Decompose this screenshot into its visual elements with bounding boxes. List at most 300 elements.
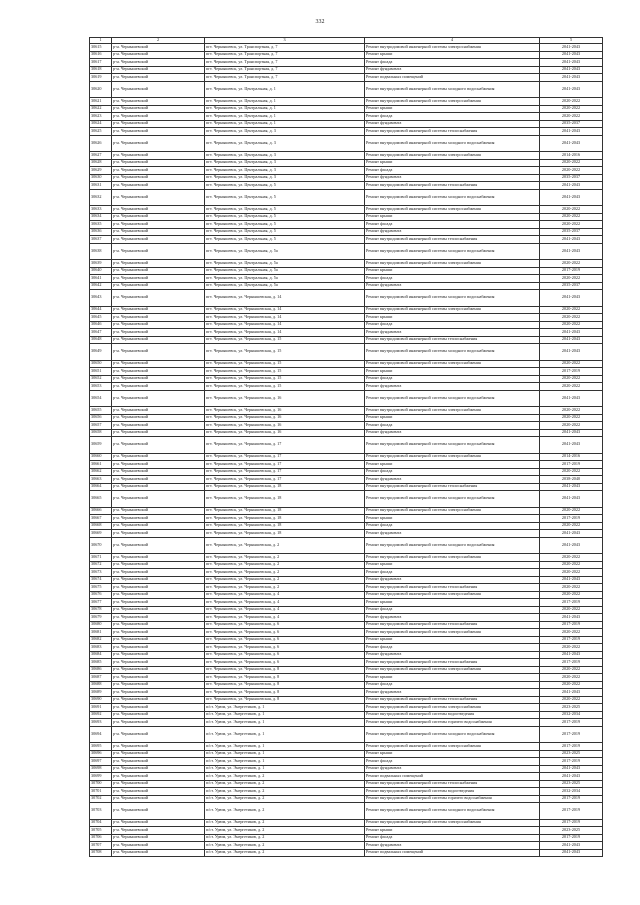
district-cell: р-н. Чернышевский [112, 461, 205, 469]
district-cell: р-н. Чернышевский [112, 819, 205, 827]
table-row [90, 576, 603, 584]
district-cell: р-н. Чернышевский [112, 360, 205, 368]
period-cell: 2017-2019 [540, 726, 603, 743]
address-cell: пгт. Чернышевск, ул. Чернышевская, д. 15 [205, 344, 365, 361]
address-cell: пгт. Чернышевск, ул. Центральная, д. 5 [205, 213, 365, 221]
table-row [90, 174, 603, 182]
row-number-cell: 30665 [90, 491, 112, 508]
period-cell: 2035-2037 [540, 120, 603, 128]
table-row [90, 666, 603, 674]
work-type-cell: Ремонт фасада [365, 834, 540, 842]
work-type-cell: Ремонт фасада [365, 321, 540, 329]
table-row [90, 414, 603, 422]
period-cell: 2020-2022 [540, 674, 603, 682]
table-row [90, 159, 603, 167]
district-cell: р-н. Чернышевский [112, 135, 205, 152]
address-cell: пгт. Чернышевск, ул. Центральная, д. 3 [205, 128, 365, 136]
period-cell: 2020-2022 [540, 105, 603, 113]
work-type-cell: Ремонт фасада [365, 167, 540, 175]
address-cell: пгт. Чернышевск, ул. Центральная, д. 5 [205, 221, 365, 229]
row-number-cell: 30638 [90, 243, 112, 260]
row-number-cell: 30703 [90, 803, 112, 820]
district-cell: р-н. Чернышевский [112, 507, 205, 515]
row-number-cell: 30666 [90, 507, 112, 515]
row-number-cell: 30663 [90, 476, 112, 484]
address-cell: пгт. Чернышевск, ул. Чернышевская, д. 6 [205, 644, 365, 652]
address-cell: п/ст. Урюм, ул. Энергетиков, д. 1 [205, 750, 365, 758]
work-type-cell: Ремонт крыши [365, 51, 540, 59]
row-number-cell: 30618 [90, 66, 112, 74]
row-number-cell: 30649 [90, 344, 112, 361]
table-row [90, 66, 603, 74]
row-number-cell: 30644 [90, 306, 112, 314]
table-row [90, 228, 603, 236]
period-cell: 2020-2022 [540, 221, 603, 229]
table-row [90, 243, 603, 260]
district-cell: р-н. Чернышевский [112, 849, 205, 857]
period-cell: 2041-2043 [540, 81, 603, 98]
address-cell: пгт. Чернышевск, ул. Чернышевская, д. 8 [205, 681, 365, 689]
district-cell: р-н. Чернышевский [112, 750, 205, 758]
table-row [90, 554, 603, 562]
period-cell: 2020-2022 [540, 167, 603, 175]
work-type-cell: Ремонт фундамента [365, 689, 540, 697]
address-cell: пгт. Чернышевск, ул. Чернышевская, д. 6 [205, 651, 365, 659]
address-cell: п/ст. Урюм, ул. Энергетиков, д. 2 [205, 842, 365, 850]
district-cell: р-н. Чернышевский [112, 659, 205, 667]
row-number-cell: 30626 [90, 135, 112, 152]
row-number-cell: 30660 [90, 453, 112, 461]
period-cell: 2017-2019 [540, 621, 603, 629]
work-type-cell: Ремонт внутридомовой инженерной системы электроснабжения [365, 743, 540, 751]
district-cell: р-н. Чернышевский [112, 98, 205, 106]
address-cell: пгт. Чернышевск, ул. Центральная, д. 1 [205, 98, 365, 106]
row-number-cell: 30658 [90, 429, 112, 437]
row-number-cell: 30707 [90, 842, 112, 850]
work-type-cell: Ремонт внутридомовой инженерной системы электроснабжения [365, 44, 540, 52]
address-cell: п/ст. Урюм, ул. Энергетиков, д. 1 [205, 711, 365, 719]
period-cell: 2041-2043 [540, 429, 603, 437]
work-type-cell: Ремонт внутридомовой инженерной системы холодного водоснабжения [365, 726, 540, 743]
table-row [90, 491, 603, 508]
table-row [90, 780, 603, 788]
period-cell: 2017-2019 [540, 368, 603, 376]
row-number-cell: 30678 [90, 606, 112, 614]
work-type-cell: Ремонт внутридомовой инженерной системы холодного водоснабжения [365, 390, 540, 407]
address-cell: пгт. Чернышевск, ул. Чернышевская, д. 6 [205, 629, 365, 637]
address-cell: пгт. Чернышевск, ул. Центральная, д. 5а [205, 260, 365, 268]
row-number-cell: 30630 [90, 174, 112, 182]
address-cell: пгт. Чернышевск, ул. Чернышевская, д. 4 [205, 614, 365, 622]
period-cell: 2020-2022 [540, 522, 603, 530]
table-row [90, 453, 603, 461]
work-type-cell: Ремонт крыши [365, 827, 540, 835]
table-row [90, 306, 603, 314]
row-number-cell: 30641 [90, 275, 112, 283]
work-type-cell: Ремонт фундамента [365, 530, 540, 538]
row-number-cell: 30670 [90, 537, 112, 554]
period-cell: 2041-2043 [540, 530, 603, 538]
address-cell: пгт. Чернышевск, ул. Чернышевская, д. 2 [205, 537, 365, 554]
table-row [90, 803, 603, 820]
row-number-cell: 30615 [90, 44, 112, 52]
address-cell: пгт. Чернышевск, ул. Центральная, д. 5 [205, 182, 365, 190]
period-cell: 2041-2043 [540, 842, 603, 850]
district-cell: р-н. Чернышевский [112, 221, 205, 229]
address-cell: пгт. Чернышевск, ул. Центральная, д. 5 [205, 206, 365, 214]
row-number-cell: 30702 [90, 795, 112, 803]
district-cell: р-н. Чернышевский [112, 476, 205, 484]
period-cell: 2020-2022 [540, 275, 603, 283]
row-number-cell: 30651 [90, 368, 112, 376]
work-type-cell: Ремонт внутридомовой инженерной системы электроснабжения [365, 407, 540, 415]
row-number-cell: 30653 [90, 383, 112, 391]
address-cell: пгт. Чернышевск, ул. Чернышевская, д. 18 [205, 522, 365, 530]
address-cell: п/ст. Урюм, ул. Энергетиков, д. 1 [205, 743, 365, 751]
row-number-cell: 30633 [90, 206, 112, 214]
district-cell: р-н. Чернышевский [112, 453, 205, 461]
address-cell: п/ст. Урюм, ул. Энергетиков, д. 2 [205, 849, 365, 857]
address-cell: пгт. Чернышевск, ул. Чернышевская, д. 16 [205, 390, 365, 407]
work-type-cell: Ремонт крыши [365, 561, 540, 569]
work-type-cell: Ремонт фасада [365, 275, 540, 283]
table-row [90, 74, 603, 82]
period-cell: 2041-2043 [540, 290, 603, 307]
district-cell: р-н. Чернышевский [112, 681, 205, 689]
address-cell: пгт. Чернышевск, ул. Чернышевская, д. 4 [205, 591, 365, 599]
table-row [90, 689, 603, 697]
district-cell: р-н. Чернышевский [112, 537, 205, 554]
period-cell: 2035-2037 [540, 228, 603, 236]
work-type-cell: Ремонт фундамента [365, 429, 540, 437]
table-row [90, 360, 603, 368]
work-type-cell: Ремонт внутридомовой инженерной системы холодного водоснабжения [365, 81, 540, 98]
address-cell: пгт. Чернышевск, ул. Чернышевская, д. 6 [205, 659, 365, 667]
table-row [90, 290, 603, 307]
district-cell: р-н. Чернышевский [112, 213, 205, 221]
work-type-cell: Ремонт внутридомовой инженерной системы теплоснабжения [365, 182, 540, 190]
table-row [90, 383, 603, 391]
row-number-cell: 30693 [90, 719, 112, 727]
work-type-cell: Ремонт крыши [365, 515, 540, 523]
work-type-cell: Ремонт внутридомовой инженерной системы холодного водоснабжения [365, 537, 540, 554]
row-number-cell: 30639 [90, 260, 112, 268]
district-cell: р-н. Чернышевский [112, 522, 205, 530]
row-number-cell: 30675 [90, 584, 112, 592]
district-cell: р-н. Чернышевский [112, 368, 205, 376]
row-number-cell: 30624 [90, 120, 112, 128]
table-row [90, 221, 603, 229]
table-row [90, 213, 603, 221]
address-cell: пгт. Чернышевск, ул. Чернышевская, д. 15 [205, 375, 365, 383]
repair-schedule-table [89, 37, 603, 857]
row-number-cell: 30700 [90, 780, 112, 788]
period-cell: 2020-2022 [540, 696, 603, 704]
table-row [90, 750, 603, 758]
work-type-cell: Ремонт крыши [365, 414, 540, 422]
work-type-cell: Ремонт фундамента [365, 282, 540, 290]
row-number-cell: 30661 [90, 461, 112, 469]
table-row [90, 765, 603, 773]
row-number-cell: 30646 [90, 321, 112, 329]
table-row [90, 51, 603, 59]
work-type-cell: Ремонт подвальных помещений [365, 773, 540, 781]
period-cell: 2041-2043 [540, 491, 603, 508]
row-number-cell: 30672 [90, 561, 112, 569]
table-row [90, 275, 603, 283]
work-type-cell: Ремонт фундамента [365, 765, 540, 773]
district-cell: р-н. Чернышевский [112, 765, 205, 773]
address-cell: п/ст. Урюм, ул. Энергетиков, д. 1 [205, 726, 365, 743]
table-row [90, 621, 603, 629]
address-cell: пгт. Чернышевск, ул. Чернышевская, д. 18 [205, 515, 365, 523]
district-cell: р-н. Чернышевский [112, 483, 205, 491]
district-cell: р-н. Чернышевский [112, 275, 205, 283]
table-row [90, 569, 603, 577]
period-cell: 2041-2043 [540, 59, 603, 67]
address-cell: пгт. Чернышевск, ул. Чернышевская, д. 6 [205, 636, 365, 644]
row-number-cell: 30664 [90, 483, 112, 491]
table-row [90, 81, 603, 98]
work-type-cell: Ремонт фасада [365, 569, 540, 577]
row-number-cell: 30667 [90, 515, 112, 523]
district-cell: р-н. Чернышевский [112, 711, 205, 719]
work-type-cell: Ремонт внутридомовой инженерной системы теплоснабжения [365, 483, 540, 491]
row-number-cell: 30659 [90, 437, 112, 454]
row-number-cell: 30643 [90, 290, 112, 307]
table-row [90, 461, 603, 469]
period-cell: 2041-2043 [540, 74, 603, 82]
district-cell: р-н. Чернышевский [112, 344, 205, 361]
work-type-cell: Ремонт подвальных помещений [365, 74, 540, 82]
period-cell: 2041-2043 [540, 51, 603, 59]
address-cell: пгт. Чернышевск, ул. Чернышевская, д. 18 [205, 483, 365, 491]
address-cell: п/ст. Урюм, ул. Энергетиков, д. 2 [205, 795, 365, 803]
district-cell: р-н. Чернышевский [112, 614, 205, 622]
address-cell: пгт. Чернышевск, ул. Транспортная, д. 7 [205, 74, 365, 82]
district-cell: р-н. Чернышевский [112, 554, 205, 562]
period-cell: 2041-2043 [540, 128, 603, 136]
work-type-cell: Ремонт крыши [365, 213, 540, 221]
district-cell: р-н. Чернышевский [112, 599, 205, 607]
period-cell: 2041-2043 [540, 483, 603, 491]
district-cell: р-н. Чернышевский [112, 689, 205, 697]
row-number-cell: 30656 [90, 414, 112, 422]
table-row [90, 344, 603, 361]
table-row [90, 834, 603, 842]
address-cell: пгт. Чернышевск, ул. Чернышевская, д. 16 [205, 422, 365, 430]
period-cell: 2020-2022 [540, 159, 603, 167]
work-type-cell: Ремонт внутридомовой инженерной системы электроснабжения [365, 507, 540, 515]
district-cell: р-н. Чернышевский [112, 726, 205, 743]
district-cell: р-н. Чернышевский [112, 267, 205, 275]
period-cell: 2017-2019 [540, 803, 603, 820]
row-number-cell: 30629 [90, 167, 112, 175]
district-cell: р-н. Чернышевский [112, 236, 205, 244]
table-row [90, 561, 603, 569]
period-cell: 2020-2022 [540, 666, 603, 674]
table-row [90, 98, 603, 106]
address-cell: пгт. Чернышевск, ул. Центральная, д. 1 [205, 105, 365, 113]
table-row [90, 152, 603, 160]
row-number-cell: 30695 [90, 743, 112, 751]
district-cell: р-н. Чернышевский [112, 569, 205, 577]
table-row [90, 614, 603, 622]
work-type-cell: Ремонт фасада [365, 468, 540, 476]
table-row [90, 44, 603, 52]
period-cell: 2017-2019 [540, 515, 603, 523]
work-type-cell: Ремонт внутридомовой инженерной системы электроснабжения [365, 819, 540, 827]
period-cell: 2020-2022 [540, 383, 603, 391]
row-number-cell: 30697 [90, 758, 112, 766]
header-cell: 2 [112, 38, 205, 44]
table-row [90, 758, 603, 766]
district-cell: р-н. Чернышевский [112, 422, 205, 430]
address-cell: пгт. Чернышевск, ул. Чернышевская, д. 18 [205, 491, 365, 508]
address-cell: пгт. Чернышевск, ул. Чернышевская, д. 18 [205, 530, 365, 538]
table-row [90, 105, 603, 113]
period-cell: 2041-2043 [540, 689, 603, 697]
row-number-cell: 30694 [90, 726, 112, 743]
district-cell: р-н. Чернышевский [112, 591, 205, 599]
work-type-cell: Ремонт внутридомовой инженерной системы теплоснабжения [365, 780, 540, 788]
district-cell: р-н. Чернышевский [112, 290, 205, 307]
table-row [90, 120, 603, 128]
district-cell: р-н. Чернышевский [112, 530, 205, 538]
period-cell: 2041-2043 [540, 576, 603, 584]
table-row [90, 260, 603, 268]
work-type-cell: Ремонт внутридомовой инженерной системы холодного водоснабжения [365, 491, 540, 508]
row-number-cell: 30642 [90, 282, 112, 290]
period-cell: 2020-2022 [540, 98, 603, 106]
district-cell: р-н. Чернышевский [112, 788, 205, 796]
address-cell: пгт. Чернышевск, ул. Чернышевская, д. 14 [205, 321, 365, 329]
address-cell: пгт. Чернышевск, ул. Центральная, д. 5 [205, 189, 365, 206]
district-cell: р-н. Чернышевский [112, 644, 205, 652]
work-type-cell: Ремонт подвальных помещений [365, 849, 540, 857]
period-cell: 2020-2022 [540, 554, 603, 562]
work-type-cell: Ремонт внутридомовой инженерной системы электроснабжения [365, 591, 540, 599]
address-cell: пгт. Чернышевск, ул. Чернышевская, д. 4 [205, 606, 365, 614]
table-row [90, 704, 603, 712]
table-row [90, 537, 603, 554]
address-cell: пгт. Чернышевск, ул. Центральная, д. 5 [205, 236, 365, 244]
row-number-cell: 30676 [90, 591, 112, 599]
work-type-cell: Ремонт внутридомовой инженерной системы холодного водоснабжения [365, 344, 540, 361]
table-row [90, 182, 603, 190]
work-type-cell: Ремонт фасада [365, 758, 540, 766]
row-number-cell: 30682 [90, 636, 112, 644]
district-cell: р-н. Чернышевский [112, 206, 205, 214]
row-number-cell: 30701 [90, 788, 112, 796]
work-type-cell: Ремонт внутридомовой инженерной системы холодного водоснабжения [365, 437, 540, 454]
work-type-cell: Ремонт внутридомовой инженерной системы электроснабжения [365, 152, 540, 160]
work-type-cell: Ремонт внутридомовой инженерной системы электроснабжения [365, 629, 540, 637]
district-cell: р-н. Чернышевский [112, 795, 205, 803]
district-cell: р-н. Чернышевский [112, 189, 205, 206]
district-cell: р-н. Чернышевский [112, 306, 205, 314]
table-row [90, 236, 603, 244]
period-cell: 2017-2019 [540, 719, 603, 727]
work-type-cell: Ремонт внутридомовой инженерной системы электроснабжения [365, 306, 540, 314]
table-row [90, 437, 603, 454]
district-cell: р-н. Чернышевский [112, 74, 205, 82]
work-type-cell: Ремонт внутридомовой инженерной системы теплоснабжения [365, 621, 540, 629]
period-cell: 2017-2019 [540, 834, 603, 842]
period-cell: 2041-2043 [540, 329, 603, 337]
district-cell: р-н. Чернышевский [112, 260, 205, 268]
table-row [90, 483, 603, 491]
row-number-cell: 30640 [90, 267, 112, 275]
row-number-cell: 30705 [90, 827, 112, 835]
table-row [90, 422, 603, 430]
work-type-cell: Ремонт внутридомовой инженерной системы водоотведения [365, 788, 540, 796]
address-cell: п/ст. Урюм, ул. Энергетиков, д. 1 [205, 765, 365, 773]
period-cell: 2020-2022 [540, 629, 603, 637]
district-cell: р-н. Чернышевский [112, 743, 205, 751]
period-cell: 2020-2022 [540, 507, 603, 515]
period-cell: 2041-2043 [540, 537, 603, 554]
table-row [90, 681, 603, 689]
period-cell: 2020-2022 [540, 360, 603, 368]
row-number-cell: 30689 [90, 689, 112, 697]
district-cell: р-н. Чернышевский [112, 59, 205, 67]
period-cell: 2035-2037 [540, 174, 603, 182]
period-cell: 2023-2025 [540, 750, 603, 758]
period-cell: 2020-2022 [540, 606, 603, 614]
period-cell: 2041-2043 [540, 243, 603, 260]
table-row [90, 407, 603, 415]
row-number-cell: 30668 [90, 522, 112, 530]
period-cell: 2032-2034 [540, 711, 603, 719]
period-cell: 2038-2040 [540, 476, 603, 484]
work-type-cell: Ремонт крыши [365, 461, 540, 469]
row-number-cell: 30634 [90, 213, 112, 221]
address-cell: пгт. Чернышевск, ул. Центральная, д. 3 [205, 174, 365, 182]
district-cell: р-н. Чернышевский [112, 704, 205, 712]
table-row [90, 468, 603, 476]
work-type-cell: Ремонт фундамента [365, 476, 540, 484]
work-type-cell: Ремонт фасада [365, 422, 540, 430]
period-cell: 2020-2022 [540, 422, 603, 430]
period-cell: 2041-2043 [540, 182, 603, 190]
table-row [90, 819, 603, 827]
address-cell: пгт. Чернышевск, ул. Чернышевская, д. 15 [205, 368, 365, 376]
period-cell: 2041-2043 [540, 614, 603, 622]
district-cell: р-н. Чернышевский [112, 182, 205, 190]
table-row [90, 711, 603, 719]
table-body [90, 38, 603, 857]
district-cell: р-н. Чернышевский [112, 827, 205, 835]
work-type-cell: Ремонт фундамента [365, 576, 540, 584]
district-cell: р-н. Чернышевский [112, 842, 205, 850]
work-type-cell: Ремонт внутридомовой инженерной системы холодного водоснабжения [365, 243, 540, 260]
address-cell: пгт. Чернышевск, ул. Чернышевская, д. 17 [205, 437, 365, 454]
work-type-cell: Ремонт внутридомовой инженерной системы теплоснабжения [365, 128, 540, 136]
period-cell: 2041-2043 [540, 773, 603, 781]
row-number-cell: 30625 [90, 128, 112, 136]
row-number-cell: 30692 [90, 711, 112, 719]
district-cell: р-н. Чернышевский [112, 561, 205, 569]
row-number-cell: 30652 [90, 375, 112, 383]
period-cell: 2041-2043 [540, 849, 603, 857]
period-cell: 2041-2043 [540, 344, 603, 361]
work-type-cell: Ремонт крыши [365, 105, 540, 113]
period-cell: 2041-2043 [540, 336, 603, 344]
row-number-cell: 30691 [90, 704, 112, 712]
address-cell: пгт. Чернышевск, ул. Чернышевская, д. 14 [205, 314, 365, 322]
work-type-cell: Ремонт внутридомовой инженерной системы горячего водоснабжения [365, 795, 540, 803]
